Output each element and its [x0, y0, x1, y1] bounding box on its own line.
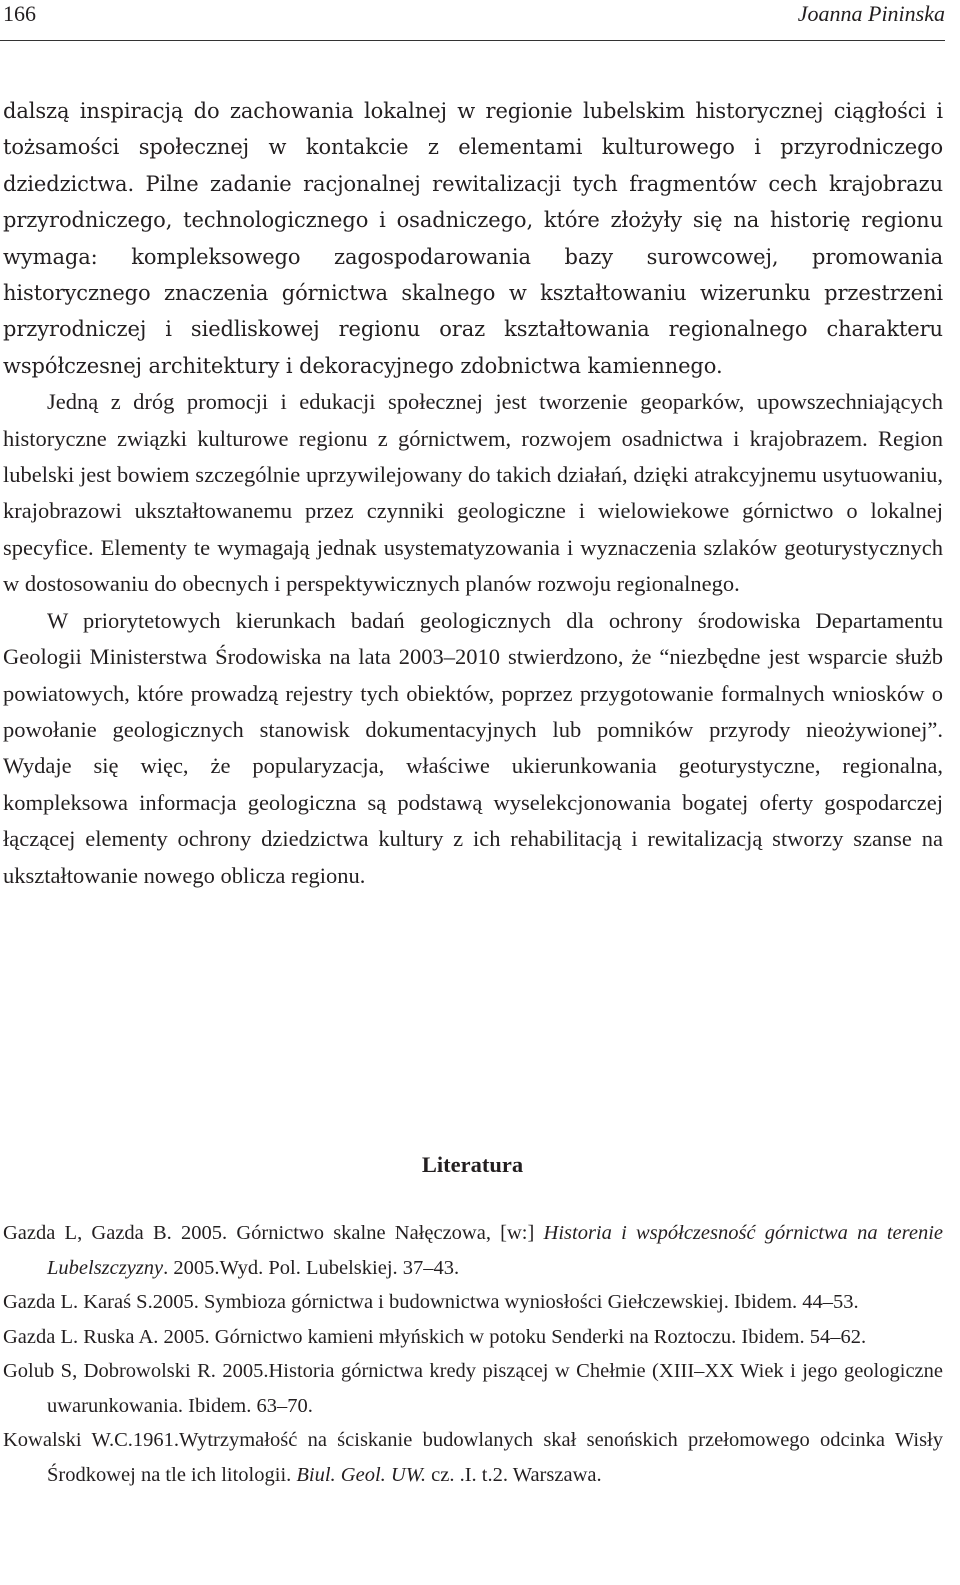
page-header	[0, 0, 945, 41]
literature-heading: Literatura	[421, 1152, 524, 1177]
reference-item: Kowalski W.C.1961.Wytrzymałość na ściskanie budowlanych skał senońskich przełomowego odcinka Wisły Środkowej na tle ich litologii. Biul. Geol. UW. cz. .I. t.2. Warszawa.	[3, 1429, 943, 1486]
reference-item: Gazda L. Karaś S.2005. Symbioza górnictwa i budownictwa wyniosłości Giełczewskiej. Ibidem. 44–53.	[3, 1291, 859, 1313]
running-head-author: Joanna Pininska	[797, 1, 945, 26]
reference-item: Golub S, Dobrowolski R. 2005.Historia górnictwa kredy piszącej w Chełmie (XIII–XX Wiek i jego geologiczne uwarunkowania. Ibidem. 63–70.	[3, 1360, 943, 1417]
paragraph: dalszą inspiracją do zachowania lokalnej w regionie lubelskim historycznej ciągłości i tożsamości społecznej w kontakcie z elementami kulturowego i przyrodniczego dziedzictwa. Pilne zadanie racjonalnej rewitalizacji tych fragmentów cech krajobrazu przyrodniczego, technologicznego i osadniczego, które złożyły się na historię regionu wymaga: kompleksowego zagospodarowania bazy surowcowej, promowania historycznego znaczenia górnictwa skalnego w kształtowaniu wizerunku przestrzeni przyrodniczej i siedliskowej regionu oraz kształtowania regionalnego charakteru współczesnej architektury i dekoracyjnego zdobnictwa kamiennego.	[3, 99, 943, 378]
body-text	[3, 93, 943, 894]
page-number: 166	[3, 1, 36, 26]
reference-item: Gazda L, Gazda B. 2005. Górnictwo skalne Nałęczowa, [w:] Historia i współczesność górnictwa na terenie Lubelszczyzny. 2005.Wyd. Pol. Lubelskiej. 37–43.	[3, 1222, 943, 1279]
reference-list	[3, 1216, 943, 1492]
paragraph: W priorytetowych kierunkach badań geologicznych dla ochrony środowiska Departamentu Geologii Ministerstwa Środowiska na lata 2003–2010 stwierdzono, że “niezbędne jest wsparcie służb powiatowych, które prowadzą rejestry tych obiektów, poprzez przygotowanie formalnych wniosków o powołanie geologicznych stanowisk dokumentacyjnych lub pomników przyrody nieożywionej”. Wydaje się więc, że popularyzacja, właściwe ukierunkowania geoturystyczne, regionalna, kompleksowa informacja geologiczna są podstawą wyselekcjonowania bogatej oferty gospodarczej łączącej elementy ochrony dziedzictwa kultury z ich rehabilitacją i rewitalizacją stworzy szanse na ukształtowanie nowego oblicza regionu.	[3, 607, 943, 888]
paragraph: Jedną z dróg promocji i edukacji społecznej jest tworzenie geoparków, upowszechniających historyczne związki kulturowe regionu z górnictwem, rozwojem osadnictwa i krajobrazem. Region lubelski jest bowiem szczególnie uprzywilejowany do takich działań, dzięki atrakcyjnemu usytuowaniu, krajobrazowi ukształtowanemu przez czynniki geologiczne i wielowiekowe górnictwo o lokalnej specyfice. Elementy te wymagają jednak usystematyzowania i wyznaczenia szlaków geoturystycznych w dostosowaniu do obecnych i perspektywicznych planów rozwoju regionalnego.	[3, 389, 943, 597]
reference-item: Gazda L. Ruska A. 2005. Górnictwo kamieni młyńskich w potoku Senderki na Roztoczu. Ibidem. 54–62.	[3, 1325, 867, 1348]
